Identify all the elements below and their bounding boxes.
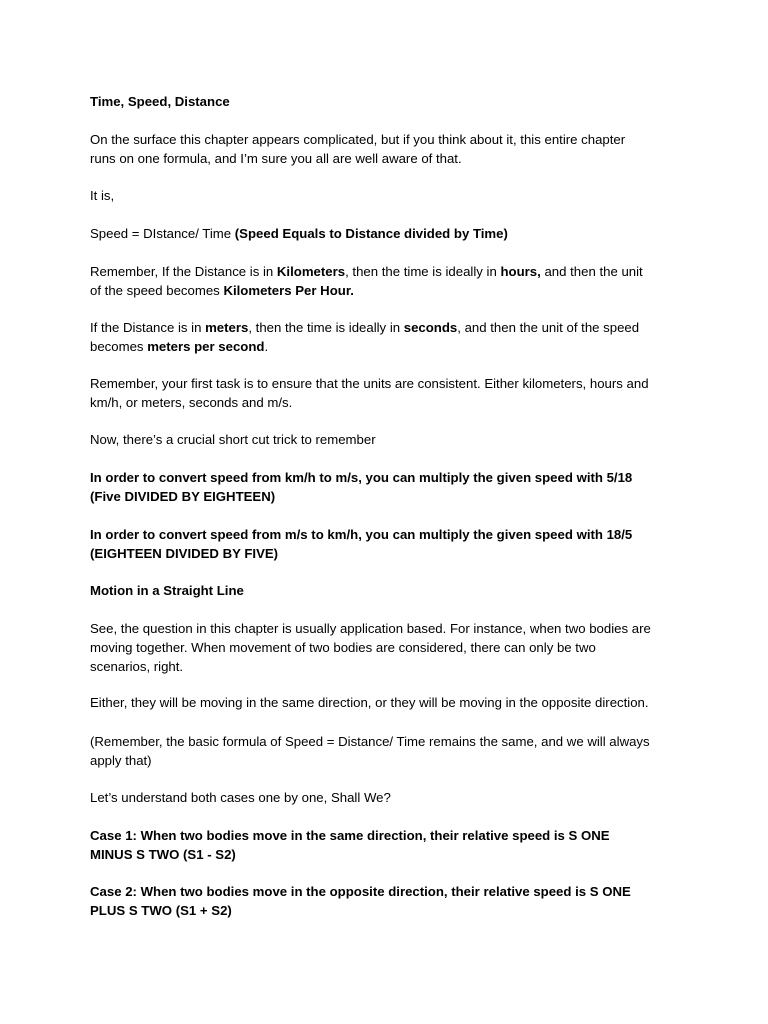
case-1-paragraph: Case 1: When two bodies move in the same direction, their relative speed is S ONE MINUS S TWO (S1 - S2) [90, 828, 610, 862]
meters-paragraph: If the Distance is in meters, then the time is ideally in seconds, and then the unit of the speed becomes meters per second. [90, 320, 640, 354]
intro-paragraph: On the surface this chapter appears complicated, but if you think about it, this entire chapter runs on one formula, and I’m sure you all are well aware of that. [90, 132, 626, 166]
section-heading: Motion in a Straight Line [90, 583, 244, 598]
document-title: Time, Speed, Distance [90, 94, 230, 109]
shortcut-line: Now, there’s a crucial short cut trick to remember [90, 432, 376, 447]
kilometers-paragraph: Remember, If the Distance is in Kilometers, then the time is ideally in hours, and then the unit of the speed becomes Kilometers Per Hour. [90, 264, 643, 298]
units-paragraph: Remember, your first task is to ensure that the units are consistent. Either kilometers, hours and km/h, or meters, seconds and m/s. [90, 376, 649, 410]
case-2-paragraph: Case 2: When two bodies move in the opposite direction, their relative speed is S ONE PLUS S TWO (S1 + S2) [90, 884, 631, 918]
application-paragraph: See, the question in this chapter is usually application based. For instance, when two bodies are moving together. When movement of two bodies are considered, there can only be two scenarios, right. [90, 621, 651, 674]
remember-formula-paragraph: (Remember, the basic formula of Speed = Distance/ Time remains the same, and we will always apply that) [90, 734, 650, 768]
speed-formula: Speed = DIstance/ Time (Speed Equals to Distance divided by Time) [90, 226, 508, 241]
it-is-line: It is, [90, 188, 115, 203]
lets-understand-line: Let’s understand both cases one by one, Shall We? [90, 790, 391, 805]
ms-to-kmh-rule: In order to convert speed from m/s to km/h, you can multiply the given speed with 18/5 (EIGHTEEN DIVIDED BY FIVE) [90, 527, 633, 561]
directions-line: Either, they will be moving in the same direction, or they will be moving in the opposite direction. [90, 695, 649, 710]
kmh-to-ms-rule: In order to convert speed from km/h to m/s, you can multiply the given speed with 5/18 (Five DIVIDED BY EIGHTEEN) [90, 470, 633, 504]
